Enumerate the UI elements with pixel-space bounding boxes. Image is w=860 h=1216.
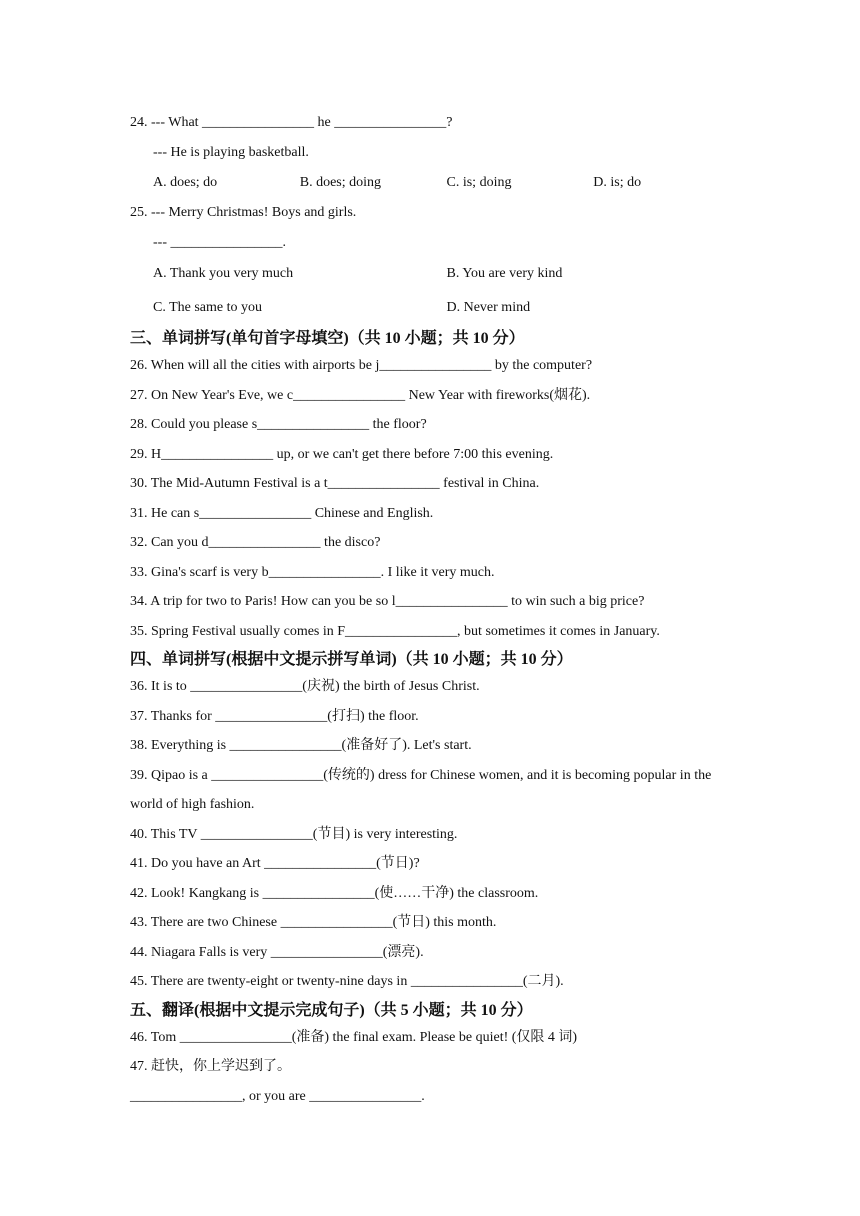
question-40: 40. This TV ________________(节目) is very interesting. (130, 826, 458, 842)
option-d[interactable]: D. Never mind (446, 300, 531, 315)
question-25-reply: --- ________________. (153, 234, 286, 250)
question-25: 25. --- Merry Christmas! Boys and girls. (130, 205, 357, 220)
section-3-title: 三、单词拼写(单句首字母填空)（共 10 小题；共 10 分） (130, 330, 525, 347)
question-44: 44. Niagara Falls is very ________________(漂亮). (130, 944, 424, 960)
option-a[interactable]: A. Thank you very much (153, 266, 294, 281)
question-25-options-row1 (130, 257, 740, 291)
question-27: 27. On New Year's Eve, we c________________ New Year with fireworks(烟花). (130, 387, 591, 403)
question-42: 42. Look! Kangkang is ________________(使……干净) the classroom. (130, 885, 539, 901)
question-34: 34. A trip for two to Paris! How can you be so l________________ to win such a big price? (130, 594, 645, 609)
question-28: 28. Could you please s________________ the floor? (130, 417, 427, 432)
question-26: 26. When will all the cities with airports be j________________ by the computer? (130, 358, 593, 373)
question-31: 31. He can s________________ Chinese and English. (130, 505, 434, 521)
question-39: 39. Qipao is a ________________(传统的) dress for Chinese women, and it is becoming popular in the world of high fashion. (130, 767, 712, 812)
option-c[interactable]: C. is; doing (446, 175, 512, 190)
option-b[interactable]: B. does; doing (299, 175, 382, 190)
question-47-answer-line: ________________, or you are ________________. (130, 1088, 425, 1104)
question-37: 37. Thanks for ________________(打扫) the floor. (130, 708, 419, 724)
question-24-options (130, 167, 740, 198)
question-35: 35. Spring Festival usually comes in F________________, but sometimes it comes in January. (130, 623, 660, 639)
question-content (130, 108, 740, 1111)
option-d[interactable]: D. is; do (593, 175, 642, 190)
section-5-title: 五、翻译(根据中文提示完成句子)（共 5 小题；共 10 分） (130, 1001, 533, 1019)
question-29: 29. H________________ up, or we can't get there before 7:00 this evening. (130, 446, 554, 462)
section-4-title: 四、单词拼写(根据中文提示拼写单词)（共 10 小题；共 10 分） (130, 651, 573, 668)
question-25-options-row2 (130, 291, 740, 325)
option-c[interactable]: C. The same to you (153, 300, 263, 315)
question-38: 38. Everything is ________________(准备好了). Let's start. (130, 738, 472, 753)
question-30: 30. The Mid-Autumn Festival is a t________________ festival in China. (130, 476, 540, 491)
question-47: 47. 赶快，你上学迟到了。 (130, 1059, 291, 1074)
question-46: 46. Tom ________________(准备) the final exam. Please be quiet! (仅限 4 词) (130, 1029, 578, 1045)
option-a[interactable]: A. does; do (153, 175, 218, 190)
question-41: 41. Do you have an Art ________________(节日)? (130, 856, 420, 871)
question-33: 33. Gina's scarf is very b________________. I like it very much. (130, 564, 495, 580)
question-24: 24. --- What ________________ he ________________? (130, 115, 453, 130)
question-43: 43. There are two Chinese ________________(节日) this month. (130, 915, 497, 930)
question-45: 45. There are twenty-eight or twenty-nine days in ________________(二月). (130, 974, 564, 989)
question-24-reply: --- He is playing basketball. (153, 144, 309, 160)
option-b[interactable]: B. You are very kind (446, 266, 563, 281)
question-36: 36. It is to ________________(庆祝) the birth of Jesus Christ. (130, 679, 480, 694)
question-32: 32. Can you d________________ the disco? (130, 535, 381, 550)
